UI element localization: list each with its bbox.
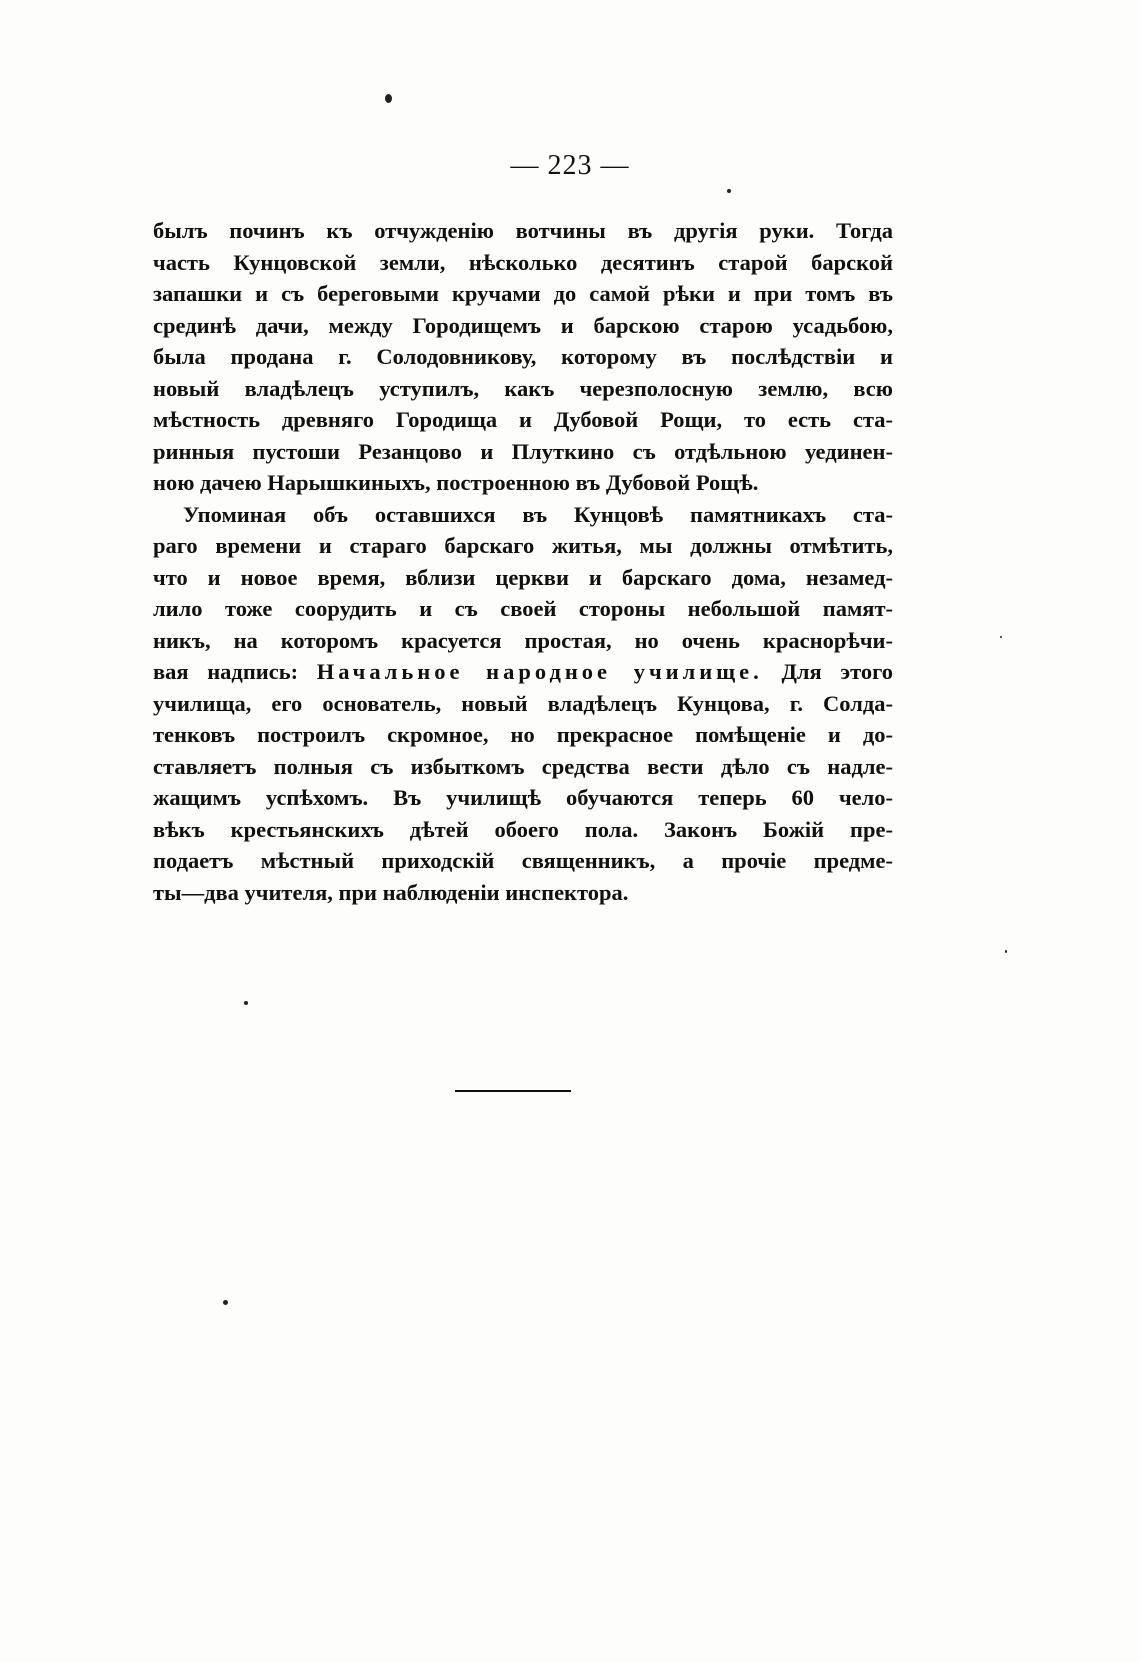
body-text [153, 215, 893, 908]
text-line: подаетъ мѣстный приходскій священникъ, а прочіе предме- [153, 848, 893, 873]
text-line: училища, его основатель, новый владѣлецъ Кунцова, г. Солда- [153, 690, 893, 716]
text-line: ринныя пустоши Резанцово и Плуткино съ отдѣльною уединен- [153, 438, 893, 464]
inscription: Начальное народное училище. [316, 659, 763, 684]
text-line: мѣстность древняго Городища и Дубовой Рощи, то есть ста- [153, 407, 893, 432]
text-line: была продана г. Солодовникову, которому въ послѣдствіи и [153, 344, 893, 369]
text-line: жащимъ успѣхомъ. Въ училищѣ обучаются теперь 60 чело- [153, 785, 893, 810]
text-line: что и новое время, вблизи церкви и барскаго дома, незамед- [153, 564, 893, 590]
page-number: — 223 — [510, 150, 630, 181]
text-line: срединѣ дачи, между Городищемъ и барскою старою усадьбою, [153, 312, 893, 338]
scan-speck [385, 94, 392, 103]
scan-speck [1000, 636, 1002, 638]
text-line: тенковъ построилъ скромное, но прекрасное помѣщеніе и до- [153, 722, 893, 747]
inscription-line [153, 656, 893, 688]
scan-speck [1005, 950, 1007, 953]
text-line: ты—два учителя, при наблюденіи инспектора. [153, 879, 629, 905]
scan-speck [223, 1300, 228, 1305]
text-line: былъ починъ къ отчужденію вотчины въ другія руки. Тогда [153, 218, 893, 243]
text-line: Упоминая объ оставшихся въ Кунцовѣ памятникахъ ста- [183, 501, 893, 527]
section-divider [455, 1090, 571, 1092]
text-line: лило тоже соорудить и съ своей стороны небольшой памят- [153, 596, 893, 621]
inscription-lead: вая надпись: [153, 659, 299, 684]
text-line: ставляетъ полныя съ избыткомъ средства вести дѣло съ надле- [153, 753, 893, 779]
scan-speck [244, 1001, 248, 1005]
text-line: ною дачею Нарышкиныхъ, построенною въ Дубовой Рощѣ. [153, 470, 759, 495]
inscription-after: Для этого [781, 659, 893, 684]
text-line: новый владѣлецъ уступилъ, какъ черезполосную землю, всю [153, 375, 893, 401]
text-line: часть Кунцовской земли, нѣсколько десятинъ старой барской [153, 249, 893, 275]
scan-speck [727, 189, 731, 193]
text-line: раго времени и стараго барскаго житья, мы должны отмѣтить, [153, 533, 893, 558]
text-line: вѣкъ крестьянскихъ дѣтей обоего пола. Законъ Божій пре- [153, 816, 893, 842]
text-line: никъ, на которомъ красуется простая, но очень краснорѣчи- [153, 627, 893, 653]
text-line: запашки и съ береговыми кручами до самой рѣки и при томъ въ [153, 281, 893, 306]
